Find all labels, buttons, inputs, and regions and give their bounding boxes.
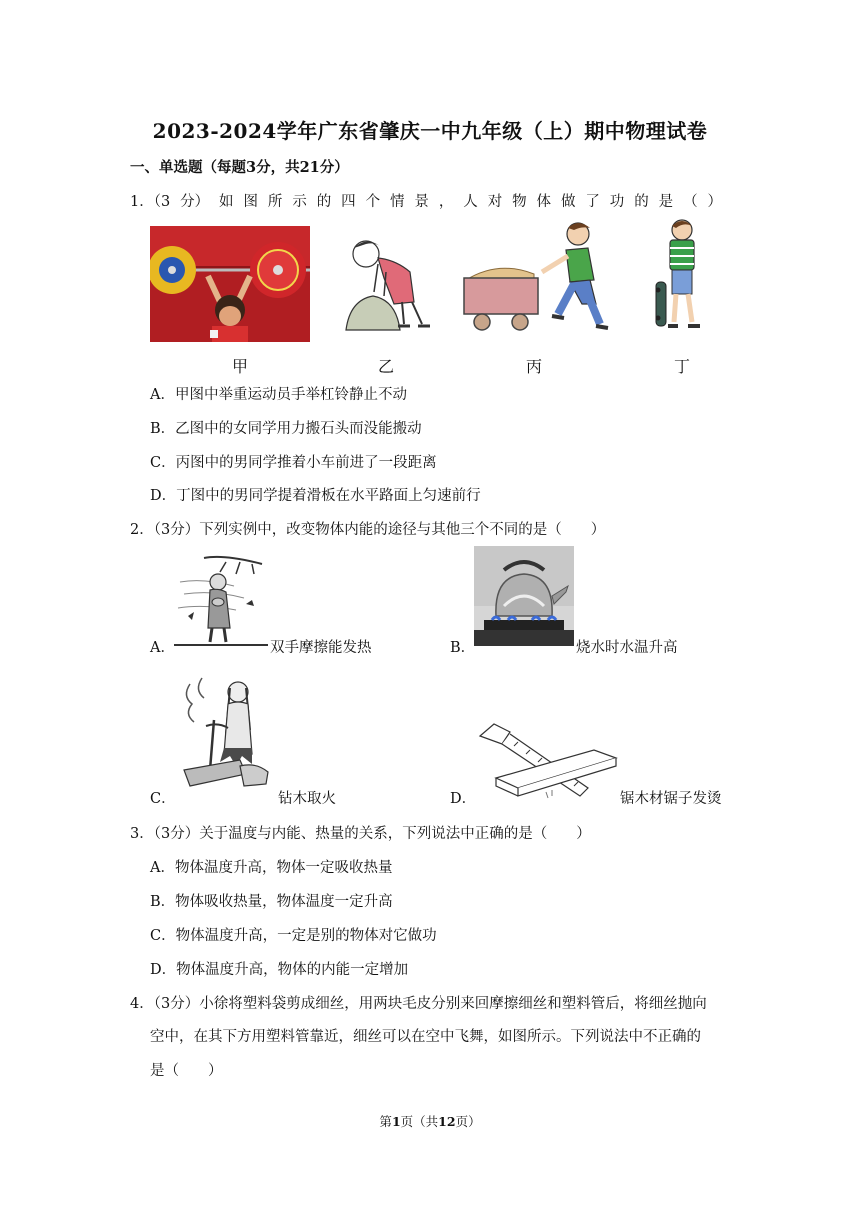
question-2-option-c-text: 钻木取火: [278, 791, 336, 807]
figure-label-bing: 丙: [526, 357, 543, 376]
boy-carrying-skateboard-figure: [650, 218, 710, 336]
boy-pushing-cart-figure: [462, 220, 612, 335]
question-1-stem: 1．（3 分） 如 图 所 示 的 四 个 情 景 ， 人 对 物 体 做 了 功 的 是 （ ）: [130, 194, 722, 210]
drilling-wood-fire-figure: [180, 674, 272, 792]
question-2-option-d-letter: D．: [450, 791, 477, 807]
question-1-option-c: C．丙图中的男同学推着小车前进了一段距离: [150, 455, 437, 471]
question-2-option-a-letter: A．: [150, 640, 175, 656]
question-2-stem: 2．（3分）下列实例中，改变物体内能的途径与其他三个不同的是（ ）: [130, 522, 606, 538]
kettle-figure: [474, 546, 574, 646]
section-heading: 一、单选题（每题3分，共21分）: [130, 159, 349, 176]
question-2-option-b-letter: B．: [450, 640, 476, 656]
question-2-option-b-text: 烧水时水温升高: [576, 640, 678, 656]
question-2-option-d-text: 锯木材锯子发烫: [620, 791, 722, 807]
rubbing-hands-figure: [174, 552, 268, 648]
question-3-option-d: D．物体温度升高，物体的内能一定增加: [150, 962, 409, 978]
question-1-option-a: A．甲图中举重运动员手举杠铃静止不动: [150, 387, 407, 403]
question-1-option-d: D．丁图中的男同学提着滑板在水平路面上匀速前行: [150, 488, 481, 504]
question-3-option-b: B．物体吸收热量，物体温度一定升高: [150, 894, 393, 910]
sawing-wood-figure: [476, 722, 620, 802]
question-3-option-a: A．物体温度升高，物体一定吸收热量: [150, 860, 393, 876]
question-4-line-3: 是（ ）: [150, 1063, 223, 1079]
girl-lifting-stone-figure: [338, 232, 438, 332]
question-3-option-c: C．物体温度升高，一定是别的物体对它做功: [150, 928, 437, 944]
figure-label-ding: 丁: [674, 357, 691, 376]
question-2-option-a-text: 双手摩擦能发热: [270, 640, 372, 656]
page-title: 2023-2024学年广东省肇庆一中九年级（上）期中物理试卷: [152, 119, 708, 143]
question-4-line-2: 空中，在其下方用塑料管靠近，细丝可以在空中飞舞，如图所示。下列说法中不正确的: [150, 1029, 701, 1045]
page-number: 1: [391, 1114, 401, 1129]
question-3-stem: 3．（3分）关于温度与内能、热量的关系，下列说法中正确的是（ ）: [130, 826, 591, 842]
weightlifter-figure: [150, 226, 310, 342]
page-footer: 第1页（共12页）: [379, 1114, 481, 1129]
question-1-option-b: B．乙图中的女同学用力搬石头而没能搬动: [150, 421, 422, 437]
question-2-option-c-letter: C．: [150, 791, 176, 807]
question-4-line-1: 4．（3分）小徐将塑料袋剪成细丝，用两块毛皮分别来回摩擦细丝和塑料管后，将细丝抛向: [130, 996, 707, 1012]
figure-label-yi: 乙: [378, 357, 395, 376]
page-total: 12: [438, 1114, 456, 1129]
figure-label-jia: 甲: [232, 357, 249, 376]
